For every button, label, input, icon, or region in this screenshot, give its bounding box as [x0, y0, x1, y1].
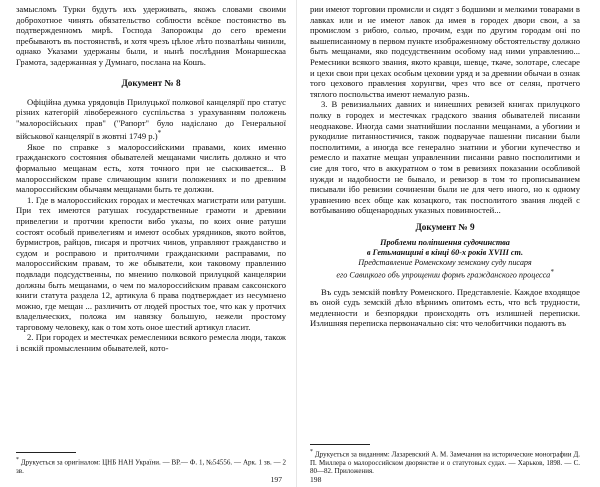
gutter-divider [296, 0, 297, 487]
right-top-paragraph-1: рии имеют торговии промисли и сидят з бодшими и мелкими товарами в лавках или и не имеют лавок да имея в городех двори свои, а за промислом з рибою, солью, прочим, езди по другим городам оні по вышеписанному в первом пункте изображенному обстоятельству должно быть мещанами, яко подсудственним особому над ними управлению... Ремесники всякого звания, якото кравци, шевце, ткаче, золотаре, слесаре и цехи свои при цехах особым цеховии уряд и за древнии обычаи в ознак того цехового правления хорунгви, чрез что все от селян, протчего тяглого поспольства имеют немалую разнь. [310, 4, 580, 99]
right-footnote-area [310, 440, 580, 482]
doc8-heading: Документ № 8 [121, 77, 181, 88]
doc8-intro [16, 97, 286, 142]
doc8-intro-footnote-mark: * [157, 129, 162, 138]
left-top-paragraph: замысломъ Турки будутъ ихъ удерживать, якожъ словами своими доброхотное чинять обязательство соблюсти всёкое постоянство въ подтвержденномъ мирѣ. Господа Запорожцы до сего времени пребываютъ въ постоянствѣ, и хотя чрезъ цѣлое лѣто позвалѣны чинили, однако Указами удержаны были, и нынѣ послѣдния Монаршескаа Грамота, задержанная у Думнаго, послана на Кошъ. [16, 4, 286, 67]
doc9-title-block [310, 238, 580, 281]
right-footnote-mark: * [310, 448, 313, 455]
right-top-paragraph-2: 3. В ревизиальних давних и нинешних ревизей книгах прилуцкого полку в городех и местечках градского звания обывателей писанни неоднакове. Иногда сами знатнийшии посланни мещанами, а убогиии и рукодилие питанностичися, також подваручае пашенни писании были посполитими, а иногда все генерално знатнии и убогии купечество и ремесло и пахатне мещан управленнии писанни равно посполитими и сие для того, что в аккуратном о том в ревизиях показании особливой нужди и надобности не бывало, и ревизор в том то прописыванием писывали ібо ревизии сочиненни были не для чего иного, но к одному уравнению всех обще как козацкого, так посполитого звания людей с вотбыванию общенародных указных повинностей... [310, 99, 580, 216]
doc9-title-footnote-mark: * [550, 268, 554, 276]
left-page [16, 4, 286, 482]
doc9-title-line-4-wrap [310, 268, 580, 281]
doc9-paragraph-1: Въ судъ земскій повѣту Роменского. Представленіе. Каждое входящое въ оной судъ земскій дѣло вѣрнимъ опитомъ есть, что всѣ трудности, медленности и безпорядки происходять отъ излишней переписки. Излишняя переписка первоначально сія: что челобитчики подаютъ въ [310, 286, 580, 329]
doc8-paragraph-2: 1. Где в малороссийских городах и местечках магистрати или ратуши. При тех имеются ратушах государственные грамоти и древнии привелегии и протчии крепости вибо указы, по коих оние ратуши состоят особый привелегиям и имеют особых урядников, якото войтов, бурмистров, райцов, писаря и протчих чинов, управляют гражданство и судом и росправою и притолчими гражданскими расправами, по малороссийским правам, то же обыватели, кои таковому правлению подвлади подсудственны, по мнению полковой прилуцкой канцелярии должны быть мещанами, о чем по малороссийским правам саксонского книги статута раздела 12, артикула 6 права подтверждает из несумнено можно, где мещан ... различить от людей простых тое, что как у протчих владельческих, положа им навязку большую, нежели простому тарговому человеку, как о том хоть оное шестий артикул гласит. [16, 194, 286, 332]
doc9-title-line-2: в Гетьманщині в кінці 60-х років XVIII ст. [366, 247, 524, 257]
doc8-intro-text: Офіційна думка урядовців Прилуцької полкової канцелярії про статус різних категорій лівобережного суспільства з урахуванням положень "малоросійських прав" ("Рапорт" було надіслано до Генеральної військової канцелярії в жовтні 1749 р.) [16, 96, 286, 142]
doc8-paragraph-3: 2. При городех и местечках ремесленики всякого ремесла люди, також і всякій промысленним обывателей, кото- [16, 332, 286, 354]
doc9-title-line-1: Проблеми поліпшення судочинства [380, 237, 510, 247]
doc8-paragraph-1: Якое по справке з малороссийскими правами, коих именно гражданского состояния обывателей мещанами числить должно и что формально мещанам есть, хотя точного при не сыскивается... В малороссийском праве сличающим книги положениях и по древним малороссийским обычаям мещанами быть те должни. [16, 141, 286, 195]
right-footnote [310, 448, 580, 476]
left-footnote-area [16, 448, 286, 482]
doc9-heading: Документ № 9 [415, 221, 475, 232]
left-footnote [16, 456, 286, 476]
right-page-number: 198 [310, 475, 322, 484]
doc9-title-line-3: Представление Роменскому земскому суду писаря [358, 257, 532, 267]
doc9-title-line-4: его Савицкого объ упрощении формъ гражданского процесса [336, 270, 551, 280]
left-footnote-rule [16, 452, 76, 453]
right-footnote-text: Друкується за виданням: Лазаревский А. М. Замечания на исторические монографии Д. П. Миллера о малороссийском дворянстве и о статутовых судах. — Харьков, 1898. — С. 80—82. Приложения. [310, 450, 581, 476]
left-footnote-text: Друкується за оригіналом: ЦНБ НАН України. — ВР.— Ф. 1, №54556. — Арк. 1 зв. — 2 зв. [16, 458, 287, 476]
left-page-number: 197 [270, 475, 282, 484]
right-page [310, 4, 580, 482]
left-footnote-mark: * [16, 457, 19, 464]
right-footnote-rule [310, 444, 370, 445]
